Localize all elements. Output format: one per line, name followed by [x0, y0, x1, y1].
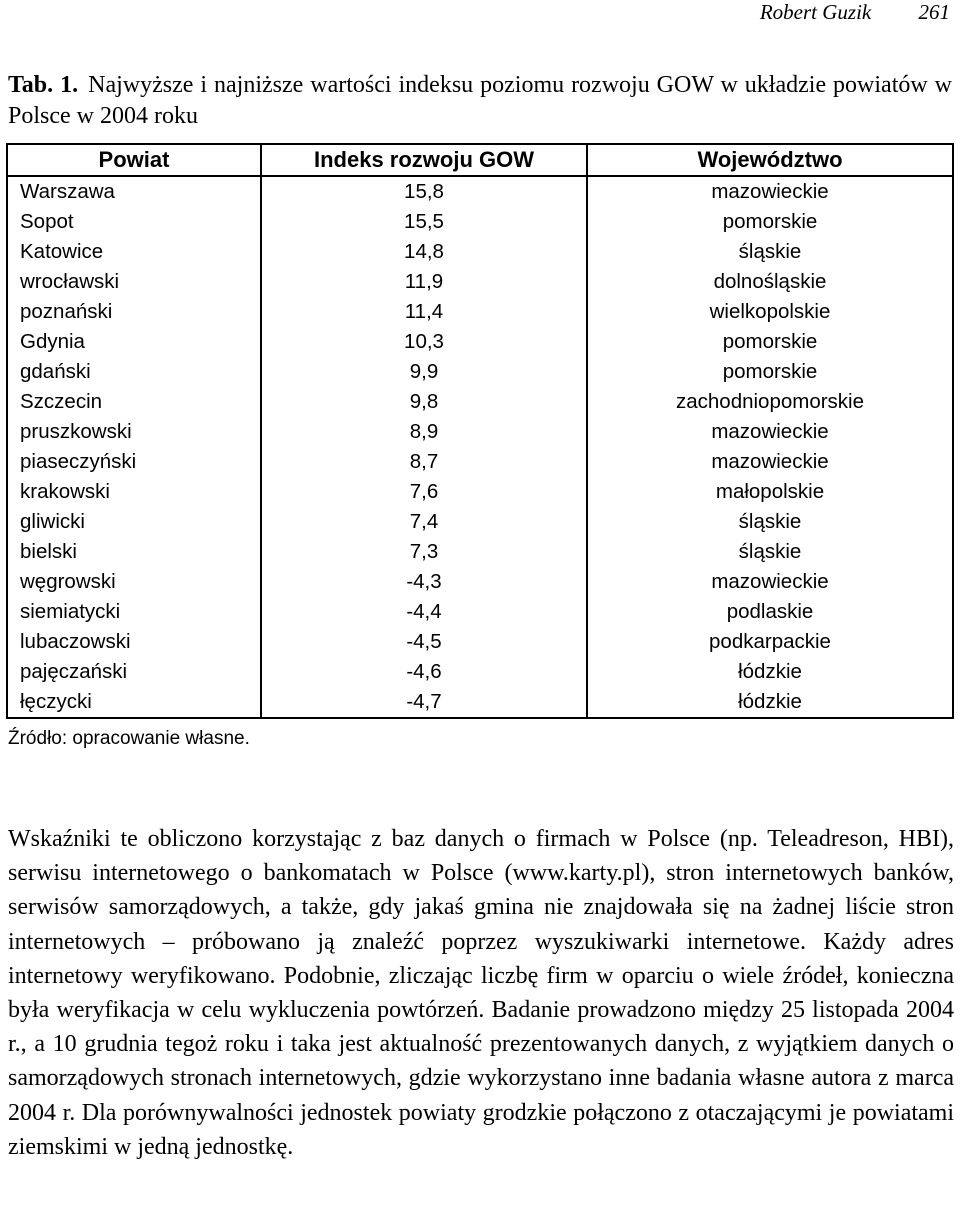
table-row: [7, 657, 953, 687]
cell-voivodeship: podkarpackie: [587, 627, 953, 657]
cell-index-value: 11,4: [261, 297, 587, 327]
cell-voivodeship: mazowieckie: [587, 447, 953, 477]
cell-powiat: gdański: [7, 357, 261, 387]
table-row: [7, 387, 953, 417]
column-header-voivodeship: Województwo: [587, 144, 953, 176]
cell-index-value: 9,8: [261, 387, 587, 417]
column-header-powiat: Powiat: [7, 144, 261, 176]
cell-powiat: Szczecin: [7, 387, 261, 417]
cell-powiat: Gdynia: [7, 327, 261, 357]
cell-index-value: -4,7: [261, 687, 587, 718]
cell-voivodeship: pomorskie: [587, 327, 953, 357]
table-header-row: [7, 144, 953, 176]
cell-voivodeship: pomorskie: [587, 207, 953, 237]
gow-index-table: [6, 143, 954, 719]
table-row: [7, 176, 953, 207]
table-row: [7, 687, 953, 718]
cell-voivodeship: pomorskie: [587, 357, 953, 387]
cell-powiat: łęczycki: [7, 687, 261, 718]
cell-powiat: lubaczowski: [7, 627, 261, 657]
cell-powiat: pruszkowski: [7, 417, 261, 447]
table-row: [7, 537, 953, 567]
table-row: [7, 327, 953, 357]
cell-voivodeship: podlaskie: [587, 597, 953, 627]
cell-index-value: -4,4: [261, 597, 587, 627]
cell-powiat: Katowice: [7, 237, 261, 267]
table-row: [7, 447, 953, 477]
cell-index-value: 8,9: [261, 417, 587, 447]
cell-voivodeship: zachodniopomorskie: [587, 387, 953, 417]
cell-voivodeship: mazowieckie: [587, 176, 953, 207]
running-header: [760, 0, 950, 28]
table-row: [7, 477, 953, 507]
cell-voivodeship: śląskie: [587, 237, 953, 267]
page-number: 261: [918, 0, 950, 24]
cell-voivodeship: śląskie: [587, 537, 953, 567]
cell-index-value: 11,9: [261, 267, 587, 297]
cell-index-value: -4,3: [261, 567, 587, 597]
cell-powiat: piaseczyński: [7, 447, 261, 477]
table-row: [7, 507, 953, 537]
body-paragraph: Wskaźniki te obliczono korzystając z baz danych o firmach w Polsce (np. Teleadreson, HBI), serwisu internetowego o bankomatach w Polsce (www.karty.pl), stron internetowych banków, serwisów samorządowych, a także, gdy jakaś gmina nie znajdowała się na żadnej liście stron internetowych – próbowano ją znaleźć poprzez wyszukiwarki internetowe. Każdy adres internetowy weryfikowano. Podobnie, zliczając liczbę firm w oparciu o wiele źródeł, konieczna była weryfikacja w celu wykluczenia powtórzeń. Badanie prowadzono między 25 listopada 2004 r., a 10 grudnia tegoż roku i taka jest aktualność prezentowanych danych, z wyjątkiem danych o samorządowych stronach internetowych, gdzie wykorzystano inne badania własne autora z marca 2004 r. Dla porównywalności jednostek powiaty grodzkie połączono z otaczającymi je powiatami ziemskimi w jedną jednostkę.: [8, 826, 954, 1160]
cell-powiat: wrocławski: [7, 267, 261, 297]
cell-index-value: 7,6: [261, 477, 587, 507]
cell-powiat: Sopot: [7, 207, 261, 237]
cell-powiat: siemiatycki: [7, 597, 261, 627]
cell-powiat: bielski: [7, 537, 261, 567]
table-caption-text: Najwyższe i najniższe wartości indeksu poziomu rozwoju GOW w układzie powiatów w Polsce w 2004 roku: [8, 72, 953, 129]
table-caption-label: Tab. 1.: [8, 72, 79, 98]
table-caption: [8, 70, 952, 132]
cell-powiat: krakowski: [7, 477, 261, 507]
column-header-index: Indeks rozwoju GOW: [261, 144, 587, 176]
table-row: [7, 267, 953, 297]
table-row: [7, 207, 953, 237]
table-row: [7, 627, 953, 657]
table-body: [7, 176, 953, 718]
cell-powiat: gliwicki: [7, 507, 261, 537]
cell-voivodeship: dolnośląskie: [587, 267, 953, 297]
table-row: [7, 297, 953, 327]
cell-voivodeship: mazowieckie: [587, 417, 953, 447]
cell-index-value: -4,5: [261, 627, 587, 657]
cell-voivodeship: łódzkie: [587, 657, 953, 687]
cell-index-value: 10,3: [261, 327, 587, 357]
table-row: [7, 417, 953, 447]
cell-powiat: pajęczański: [7, 657, 261, 687]
cell-voivodeship: małopolskie: [587, 477, 953, 507]
cell-index-value: 7,3: [261, 537, 587, 567]
cell-index-value: 9,9: [261, 357, 587, 387]
cell-index-value: -4,6: [261, 657, 587, 687]
cell-index-value: 8,7: [261, 447, 587, 477]
table-row: [7, 237, 953, 267]
cell-voivodeship: śląskie: [587, 507, 953, 537]
cell-index-value: 15,8: [261, 176, 587, 207]
table-row: [7, 597, 953, 627]
header-author: Robert Guzik: [759, 0, 872, 24]
cell-voivodeship: mazowieckie: [587, 567, 953, 597]
table-row: [7, 357, 953, 387]
cell-powiat: poznański: [7, 297, 261, 327]
cell-voivodeship: łódzkie: [587, 687, 953, 718]
cell-index-value: 15,5: [261, 207, 587, 237]
cell-index-value: 7,4: [261, 507, 587, 537]
cell-powiat: węgrowski: [7, 567, 261, 597]
table-source-note: Źródło: opracowanie własne.: [8, 728, 250, 749]
cell-voivodeship: wielkopolskie: [587, 297, 953, 327]
table-row: [7, 567, 953, 597]
cell-index-value: 14,8: [261, 237, 587, 267]
cell-powiat: Warszawa: [7, 176, 261, 207]
